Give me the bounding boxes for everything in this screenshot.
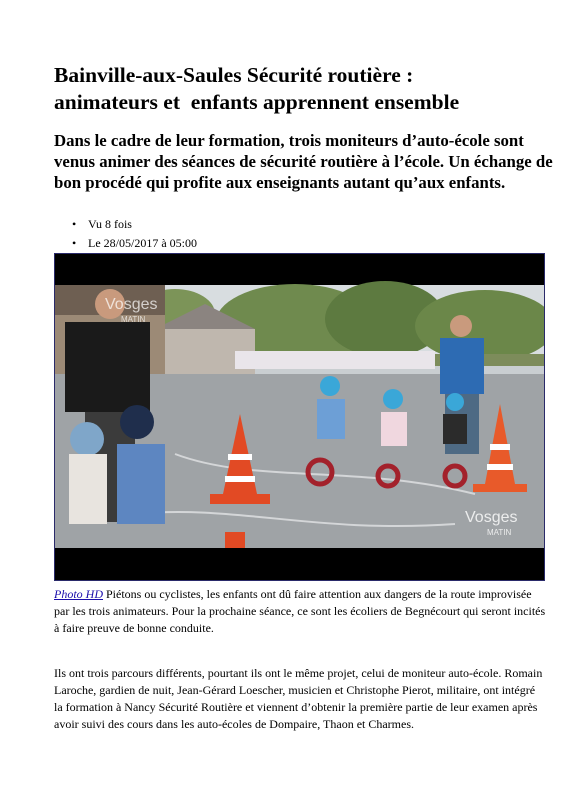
article-meta bbox=[72, 215, 197, 253]
article-title-line1: Bainville-aux-Saules Sécurité routière : bbox=[54, 63, 414, 87]
article-photo[interactable] bbox=[54, 253, 545, 581]
photo-illustration bbox=[55, 254, 544, 580]
article-title-line2: animateurs et enfants apprennent ensemble bbox=[54, 90, 460, 114]
watermark-top-sub: MATIN bbox=[121, 315, 146, 324]
watermark-top: Vosges bbox=[105, 296, 158, 313]
photo-hd-link[interactable]: Photo HD bbox=[54, 587, 103, 601]
caption-text: Piétons ou cyclistes, les enfants ont dû faire attention aux dangers de la route improvisée par les trois animateurs. Pour la prochaine séance, ce sont les écoliers de Begnécourt qui seront incités à faire preuve de bonne conduite. bbox=[54, 587, 546, 635]
publish-date: • Le 28/05/2017 à 05:00 bbox=[72, 234, 197, 253]
article-body: Ils ont trois parcours différents, pourtant ils ont le même projet, celui de moniteur auto-école. Romain Laroche, gardien de nuit, Jean-Gérard Loescher, musicien et Christophe Pierot, militaire, ont intégré la formation à Nancy Sécurité Routière et viennent d’obtenir la première partie de leur examen après avoir suivi des cours dans les auto-écoles de Dompaire, Thaon et Charmes. bbox=[54, 666, 543, 731]
article-lead: Dans le cadre de leur formation, trois moniteurs d’auto-école sont venus animer des séances de sécurité routière à l’école. Un échange de bon procédé qui profite aux enseignants autant qu’aux enfants. bbox=[54, 131, 553, 192]
photo-caption bbox=[54, 586, 546, 637]
view-count: • Vu 8 fois bbox=[72, 215, 197, 234]
article-title bbox=[54, 62, 554, 116]
watermark-bottom: Vosges bbox=[465, 509, 518, 526]
watermark-bottom-sub: MATIN bbox=[487, 528, 512, 537]
